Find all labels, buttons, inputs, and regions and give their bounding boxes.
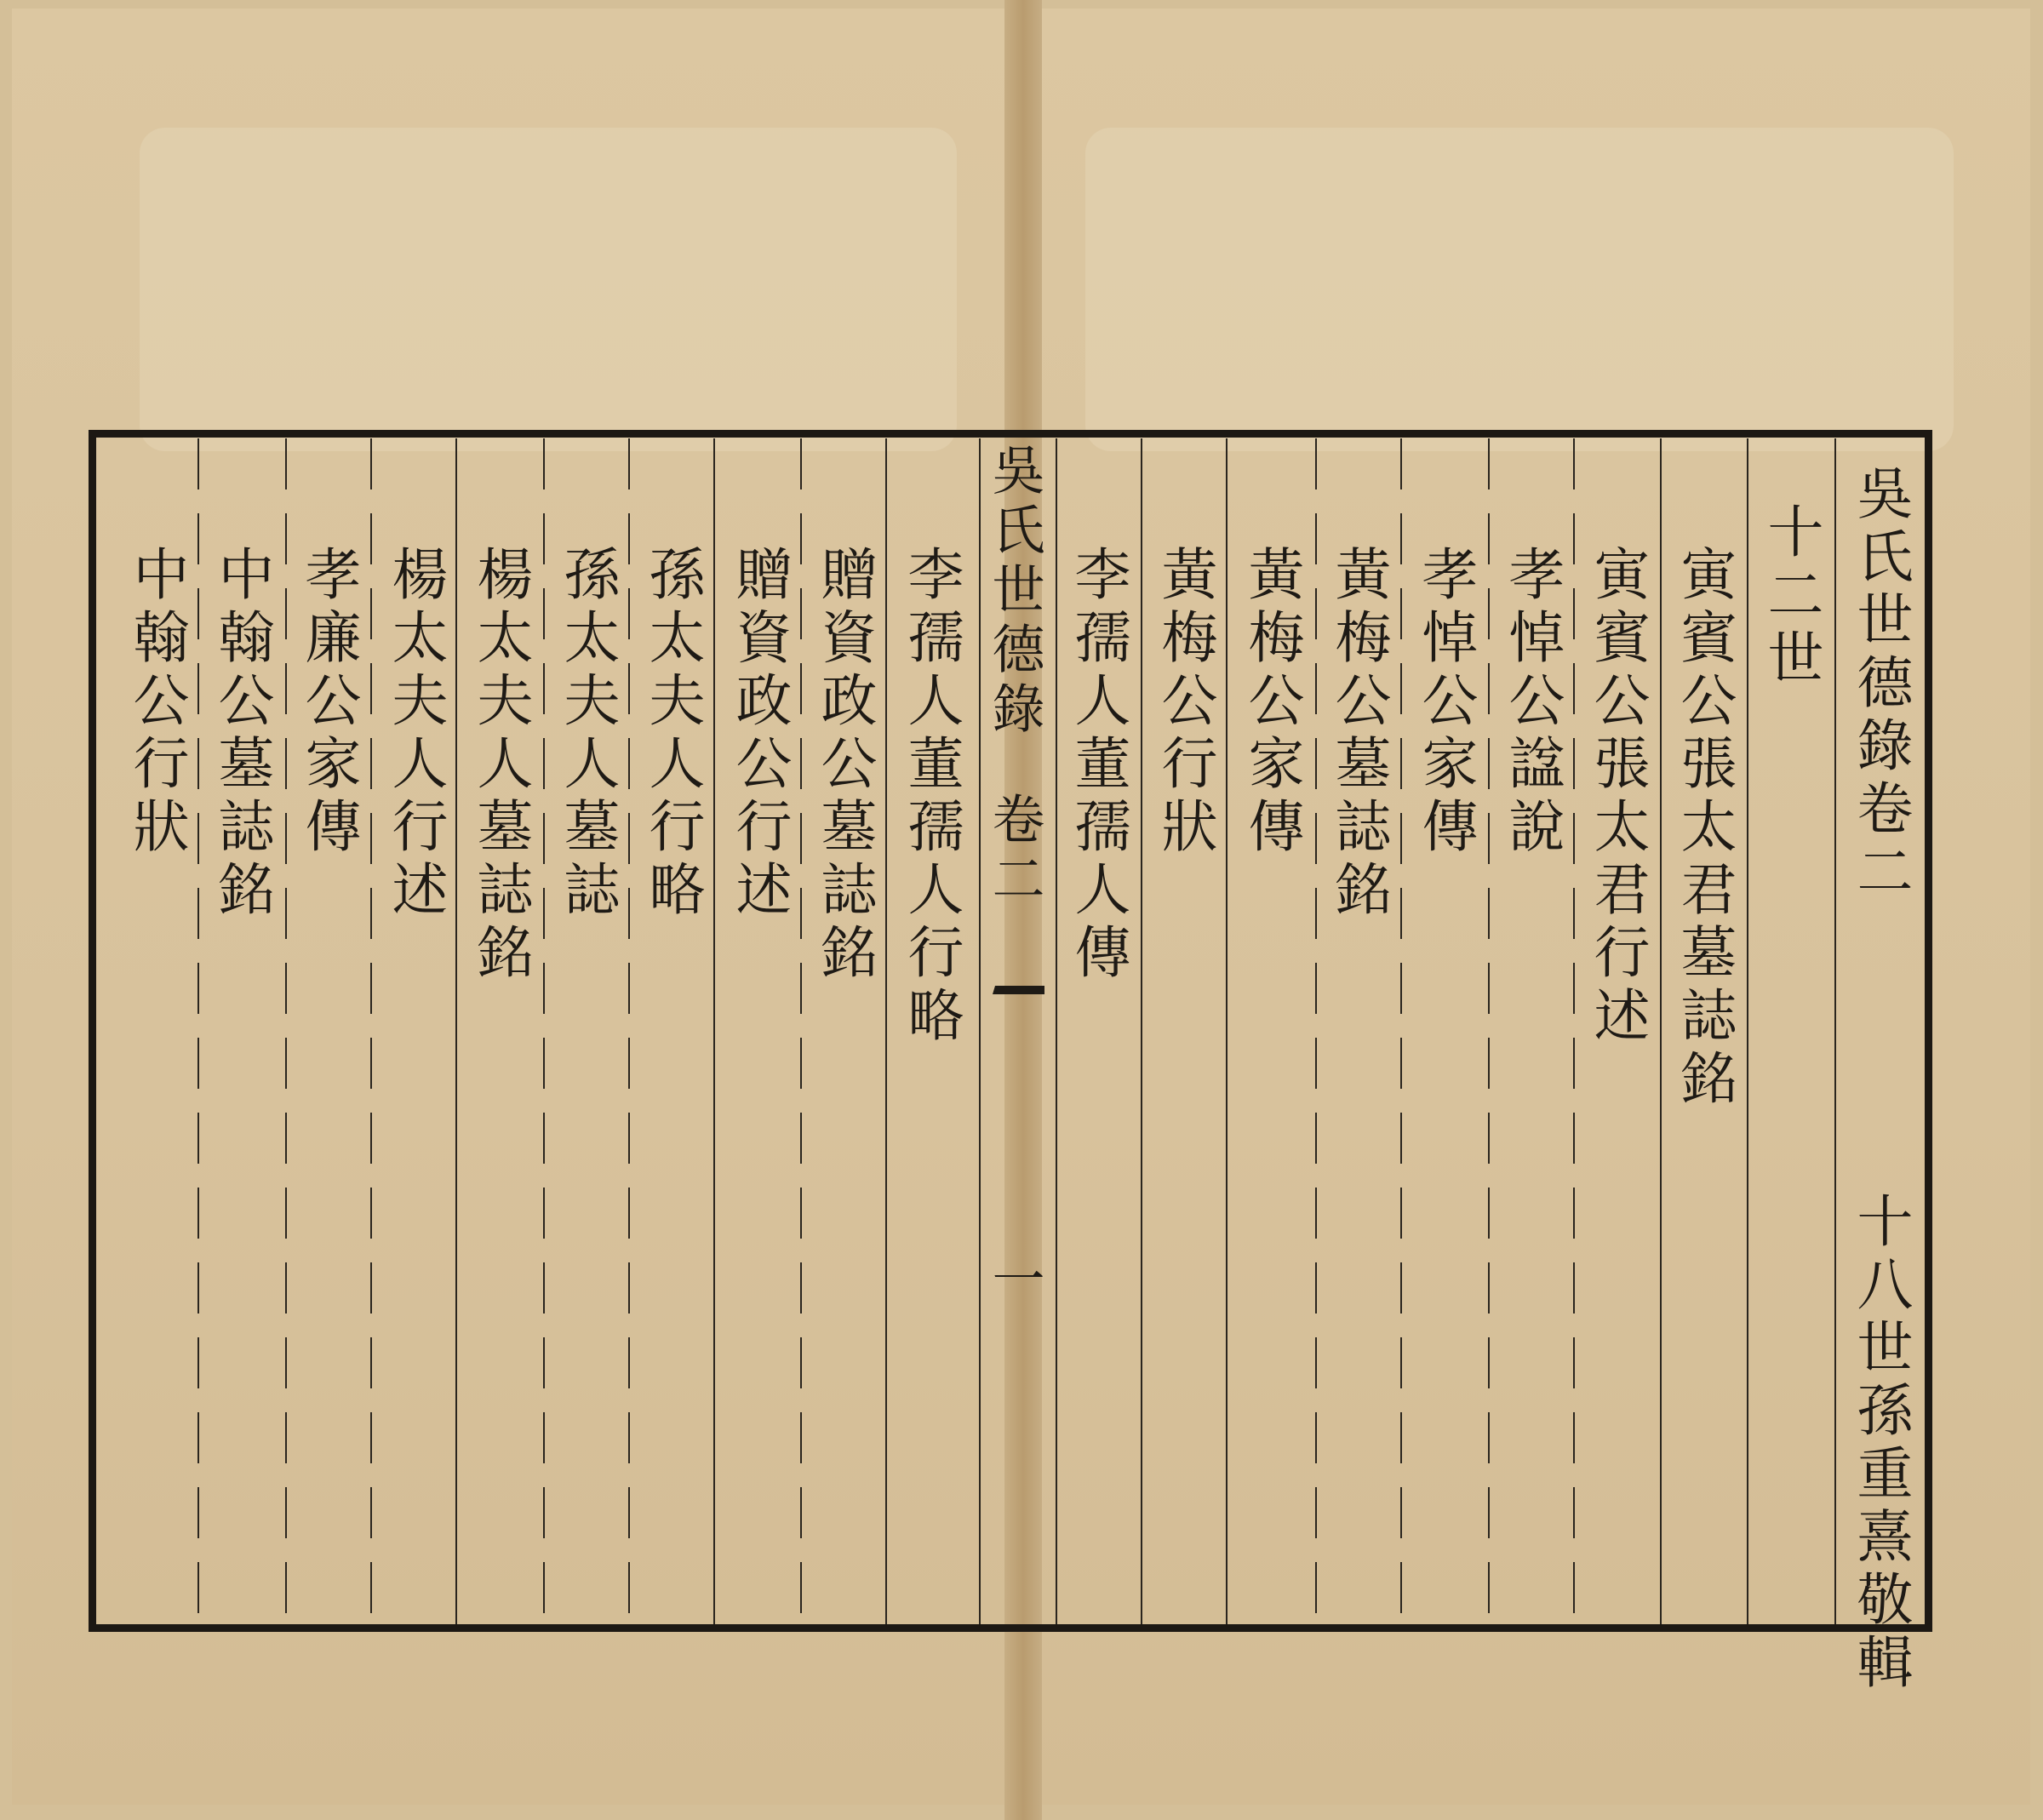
column-rule <box>1226 438 1228 1624</box>
center-volume: 卷二 <box>983 792 1045 911</box>
column-rule <box>885 438 887 1624</box>
paper-stain <box>140 128 957 451</box>
column-rule <box>800 438 802 1624</box>
toc-entry: 贈資政公墓誌銘 <box>811 545 877 986</box>
toc-entry: 黃梅公行狀 <box>1152 545 1217 860</box>
toc-entry: 李孺人董孺人行略 <box>898 545 964 1049</box>
column-rule <box>628 438 630 1624</box>
paper-stain <box>1085 128 1954 451</box>
column-rule <box>285 438 287 1624</box>
toc-entry: 孝悼公諡說 <box>1499 545 1565 860</box>
column-rule <box>1488 438 1490 1624</box>
column-rule <box>543 438 545 1624</box>
column-rule <box>1747 438 1748 1624</box>
volume-title: 吳氏世德錄卷二 <box>1847 464 1913 905</box>
column-rule <box>197 438 199 1624</box>
generation-heading: 十二世 <box>1758 502 1823 691</box>
column-rule <box>1660 438 1662 1624</box>
column-rule <box>1834 438 1836 1624</box>
toc-entry: 中翰公墓誌銘 <box>209 545 274 923</box>
toc-entry: 孝悼公家傳 <box>1412 545 1478 860</box>
column-rule <box>1141 438 1142 1624</box>
toc-entry: 中翰公行狀 <box>123 545 189 860</box>
toc-entry: 李孺人董孺人傳 <box>1065 545 1130 986</box>
column-rule <box>370 438 372 1624</box>
toc-entry: 黃梅公墓誌銘 <box>1325 545 1391 923</box>
column-rule <box>1573 438 1575 1624</box>
toc-entry: 孫太夫人墓誌 <box>554 545 620 923</box>
toc-entry: 黃梅公家傳 <box>1239 545 1304 860</box>
toc-entry: 孫太夫人行略 <box>639 545 705 923</box>
toc-entry: 寅賓公張太君墓誌銘 <box>1671 545 1737 1112</box>
compiler-credit: 十八世孫重熹敬輯 <box>1847 1192 1913 1696</box>
toc-entry: 楊太夫人行述 <box>382 545 448 923</box>
toc-entry: 楊太夫人墓誌銘 <box>467 545 533 986</box>
column-rule <box>1315 438 1317 1624</box>
toc-entry: 贈資政公行述 <box>726 545 792 923</box>
column-rule <box>455 438 457 1624</box>
fishtail-mark <box>993 962 1044 994</box>
toc-entry: 孝廉公家傳 <box>295 545 361 860</box>
center-book-title: 吳氏世德錄 <box>983 443 1045 741</box>
toc-entry: 寅賓公張太君行述 <box>1584 545 1650 1049</box>
center-page-number: 一 <box>983 1251 1045 1311</box>
column-rule <box>713 438 715 1624</box>
column-rule <box>1400 438 1402 1624</box>
